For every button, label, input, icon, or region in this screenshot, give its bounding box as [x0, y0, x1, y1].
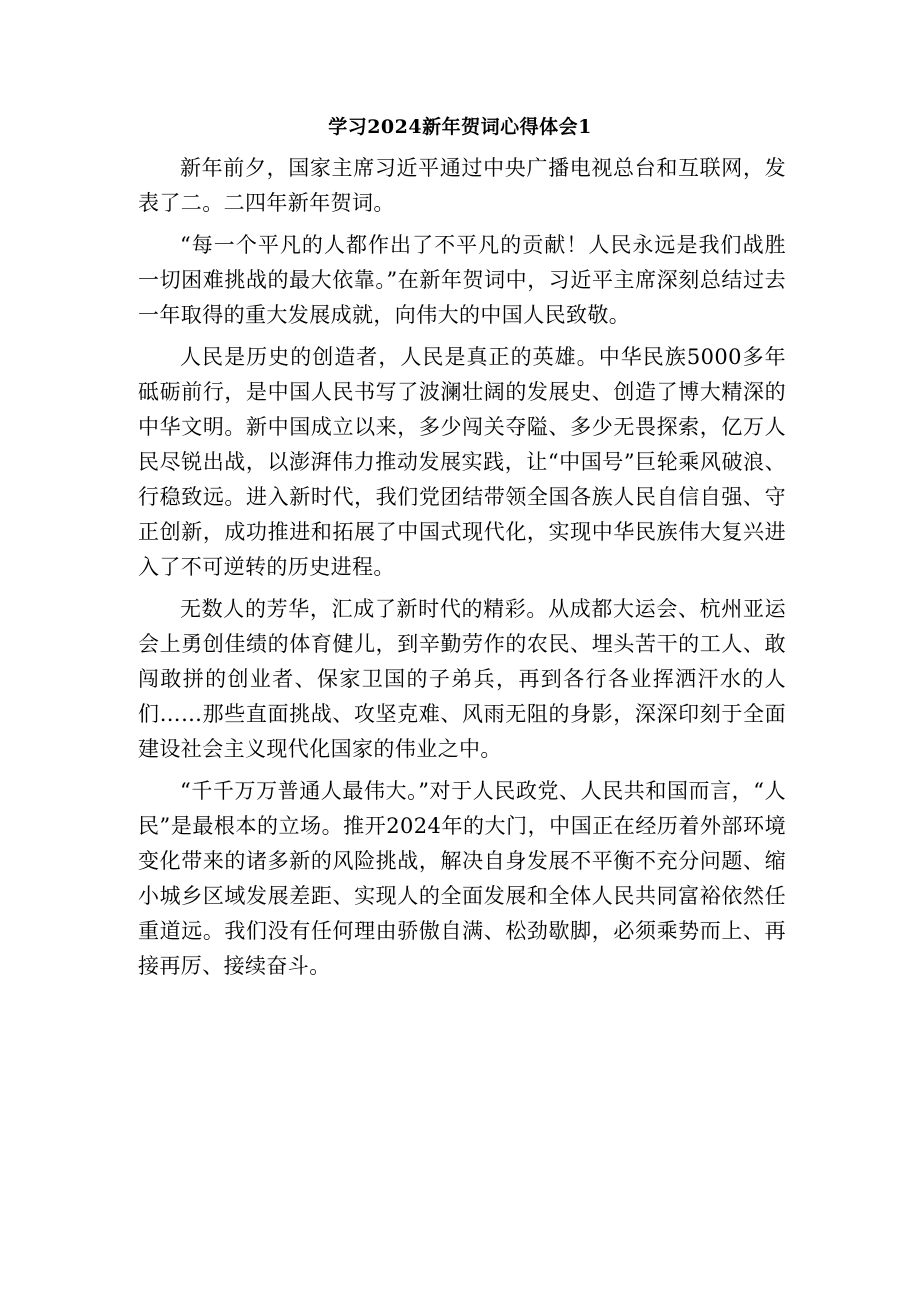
paragraph: “每一个平凡的人都作出了不平凡的贡献！人民永远是我们战胜一切困难挑战的最大依靠。”在新年贺词中，习近平主席深刻总结过去一年取得的重大发展成就，向伟大的中国人民致敬。	[138, 233, 786, 327]
paragraph: “千千万万普通人最伟大。”对于人民政党、人民共和国而言，“人民”是最根本的立场。推开2024年的大门，中国正在经历着外部环境变化带来的诸多新的风险挑战，解决自身发展不平衡不充分问题、缩小城乡区域发展差距、实现人的全面发展和全体人民共同富裕依然任重道远。我们没有任何理由骄傲自满、松劲歇脚，必须乘势而上、再接再厉、接续奋斗。	[138, 779, 786, 978]
paragraph: 新年前夕，国家主席习近平通过中央广播电视总台和互联网，发表了二。二四年新年贺词。	[138, 156, 786, 215]
document-body	[138, 151, 786, 991]
document-title: 学习2024新年贺词心得体会1	[328, 116, 592, 138]
paragraph: 无数人的芳华，汇成了新时代的精彩。从成都大运会、杭州亚运会上勇创佳绩的体育健儿，到辛勤劳作的农民、埋头苦干的工人、敢闯敢拼的创业者、保家卫国的子弟兵，再到各行各业挥洒汗水的人们……那些直面挑战、攻坚克难、风雨无阻的身影，深深印刻于全面建设社会主义现代化国家的伟业之中。	[138, 597, 786, 761]
paragraph: 人民是历史的创造者，人民是真正的英雄。中华民族5000多年砥砺前行，是中国人民书写了波澜壮阔的发展史、创造了博大精深的中华文明。新中国成立以来，多少闯关夺隘、多少无畏探索，亿万人民尽锐出战，以澎湃伟力推动发展实践，让“中国号”巨轮乘风破浪、行稳致远。进入新时代，我们党团结带领全国各族人民自信自强、守正创新，成功推进和拓展了中国式现代化，实现中华民族伟大复兴进入了不可逆转的历史进程。	[138, 345, 786, 579]
